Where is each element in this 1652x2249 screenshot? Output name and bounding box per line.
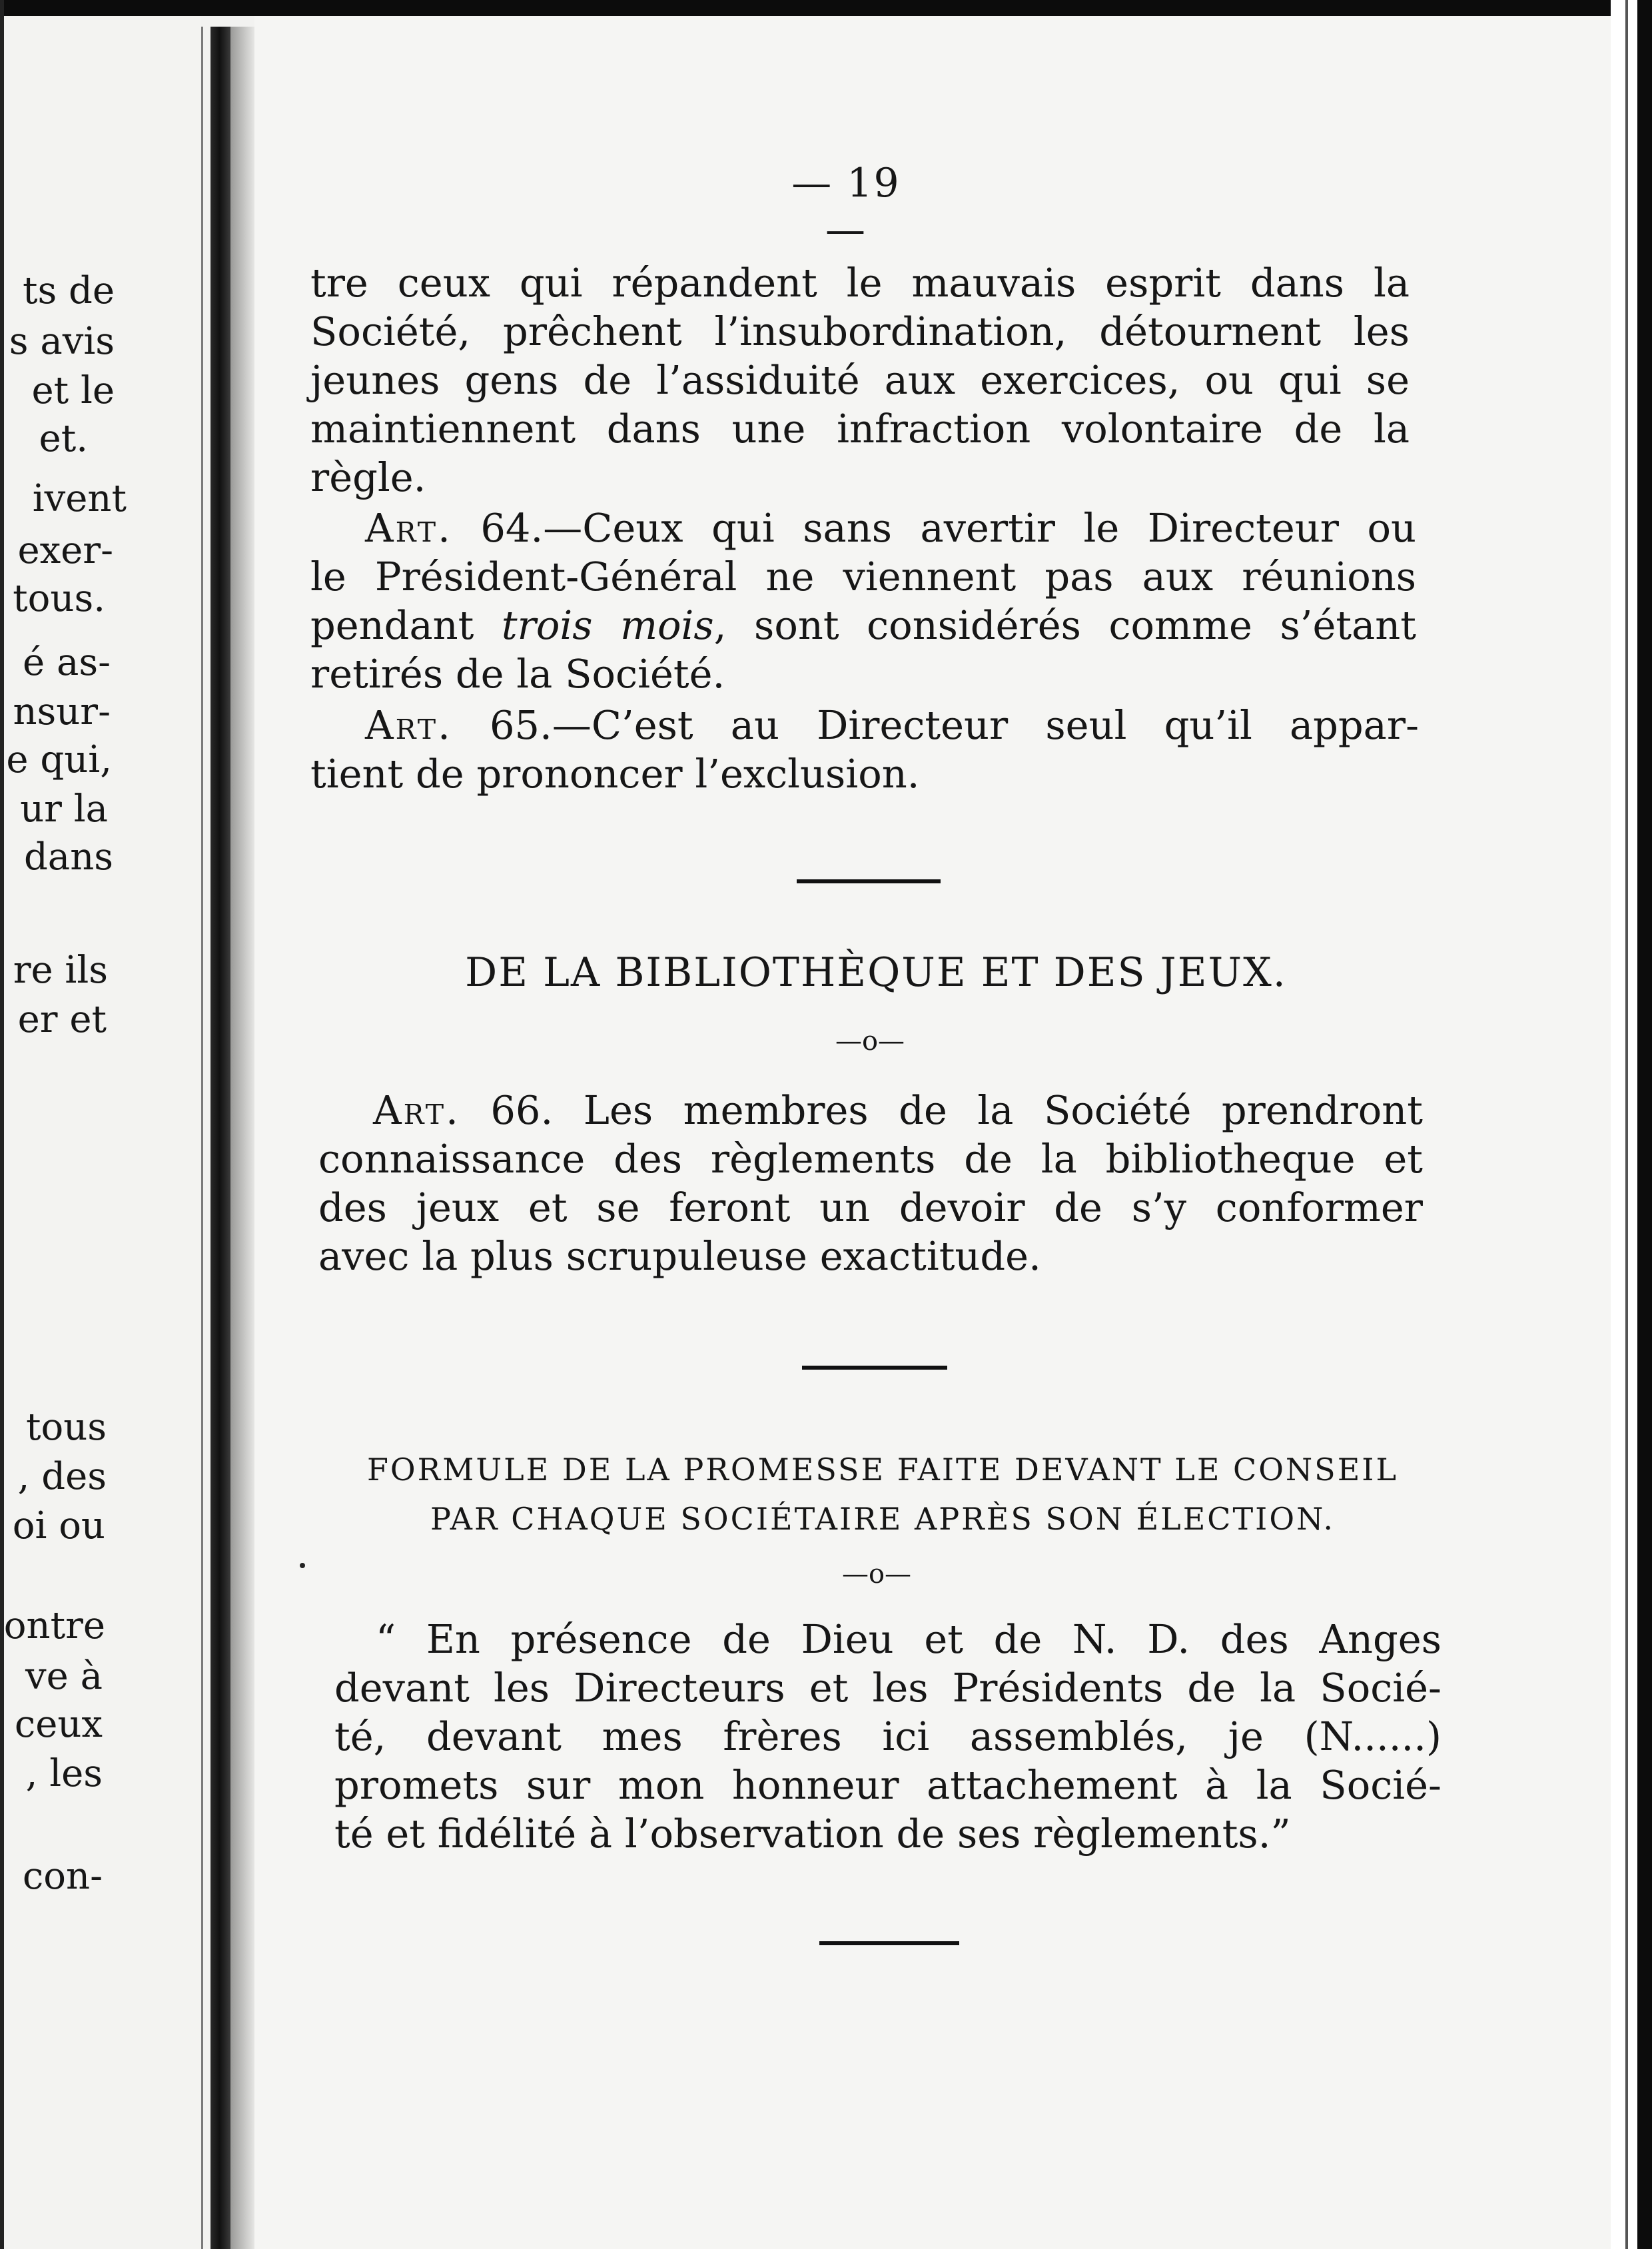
text-line: “ En présence de Dieu et de N. D. des Anges <box>376 1616 1442 1662</box>
fragment-line: , des <box>17 1455 107 1498</box>
text-line: des jeux et se feront un devoir de s’y conformer <box>318 1184 1423 1230</box>
text-line <box>310 701 1419 749</box>
fragment-line: re ils <box>13 949 108 992</box>
fragment-line: oi ou <box>12 1504 105 1548</box>
page-number: — 19 — <box>791 160 901 253</box>
section-heading: DE LA BIBLIOTHÈQUE ET DES JEUX. <box>465 949 1287 996</box>
text-line: retirés de la Société. <box>310 651 725 697</box>
section-divider-rule <box>797 879 941 883</box>
text-line: Société, prêchent l’insubordination, détournent les <box>310 308 1410 354</box>
fragment-line: ontre <box>3 1604 105 1647</box>
page-edge-line <box>1625 0 1628 2249</box>
scan-border-top <box>0 0 1652 16</box>
formula-heading-line: PAR CHAQUE SOCIÉTAIRE APRÈS SON ÉLECTION. <box>430 1501 1335 1537</box>
fragment-line: ivent <box>32 477 127 520</box>
article-label: Art. <box>365 505 452 551</box>
text-run: pendant <box>310 602 502 648</box>
text-line <box>318 1086 1423 1134</box>
fragment-line: tous <box>25 1406 107 1449</box>
fragment-line: et le <box>31 369 115 412</box>
section-ornament: —o— <box>835 1026 905 1057</box>
fragment-line: é as- <box>23 641 111 684</box>
text-line: connaissance des règlements de la bibliotheque et <box>318 1136 1423 1182</box>
text-line: avec la plus scrupuleuse exactitude. <box>318 1233 1041 1279</box>
fragment-line: dans <box>23 835 113 879</box>
fragment-line: e qui, <box>6 738 112 781</box>
book-gutter <box>210 27 230 2249</box>
text-line: tient de prononcer l’exclusion. <box>310 751 920 797</box>
fragment-line: er et <box>17 998 107 1041</box>
article-text: 65.—C’est au Directeur seul qu’il appar- <box>452 702 1419 748</box>
text-line: té et fidélité à l’observation de ses règlements.” <box>334 1811 1291 1857</box>
text-line: devant les Directeurs et les Présidents de la Socié- <box>334 1665 1442 1711</box>
formula-heading-line: FORMULE DE LA PROMESSE FAITE DEVANT LE CONSEIL <box>367 1452 1398 1488</box>
article-66 <box>318 1086 1423 1280</box>
fragment-line: s avis <box>9 320 115 363</box>
text-line: règle. <box>310 454 426 500</box>
article-label: Art. <box>373 1087 460 1133</box>
article-65 <box>310 701 1419 798</box>
article-text: 66. Les membres de la Société prendront <box>460 1087 1423 1133</box>
scan-border-right <box>1637 0 1652 2249</box>
italic-emphasis: trois mois <box>501 602 714 648</box>
text-line <box>310 504 1416 552</box>
section-divider-rule <box>802 1366 947 1370</box>
fragment-line: ve à <box>25 1655 103 1698</box>
fragment-line: nsur- <box>13 690 111 733</box>
text-line: jeunes gens de l’assiduité aux exercices, ou qui se <box>310 357 1410 403</box>
continuation-paragraph <box>310 258 1410 502</box>
text-line <box>310 601 1416 650</box>
fragment-line: ceux <box>14 1703 103 1746</box>
fragment-line: tous. <box>13 577 105 620</box>
fragment-line: con- <box>22 1855 103 1898</box>
text-line: tre ceux qui répandent le mauvais esprit dans la <box>310 260 1410 306</box>
formula-ornament: —o— <box>841 1559 912 1589</box>
text-line: maintiennent dans une infraction volontaire de la <box>310 406 1410 452</box>
page-edge-margin <box>1611 0 1637 2249</box>
fragment-line: , les <box>25 1752 103 1795</box>
article-text: 64.—Ceux qui sans avertir le Directeur ou <box>452 505 1416 551</box>
fragment-line: ur la <box>20 787 108 831</box>
article-64 <box>310 504 1416 698</box>
text-line: promets sur mon honneur attachement à la Socié- <box>334 1762 1442 1808</box>
promise-formula <box>334 1615 1442 1858</box>
gutter-shadow <box>230 27 254 2249</box>
ink-speck <box>300 1563 305 1568</box>
left-page-edge <box>201 27 203 2249</box>
text-line: té, devant mes frères ici assemblés, je (N......) <box>334 1713 1442 1759</box>
article-label: Art. <box>365 702 452 748</box>
text-line: le Président-Général ne viennent pas aux réunions <box>310 554 1416 600</box>
text-run: , sont considérés comme s’étant <box>713 602 1416 648</box>
fragment-line: et. <box>39 417 88 460</box>
fragment-line: ts de <box>22 269 115 312</box>
fragment-line: exer- <box>17 529 113 572</box>
closing-divider-rule <box>819 1941 959 1945</box>
